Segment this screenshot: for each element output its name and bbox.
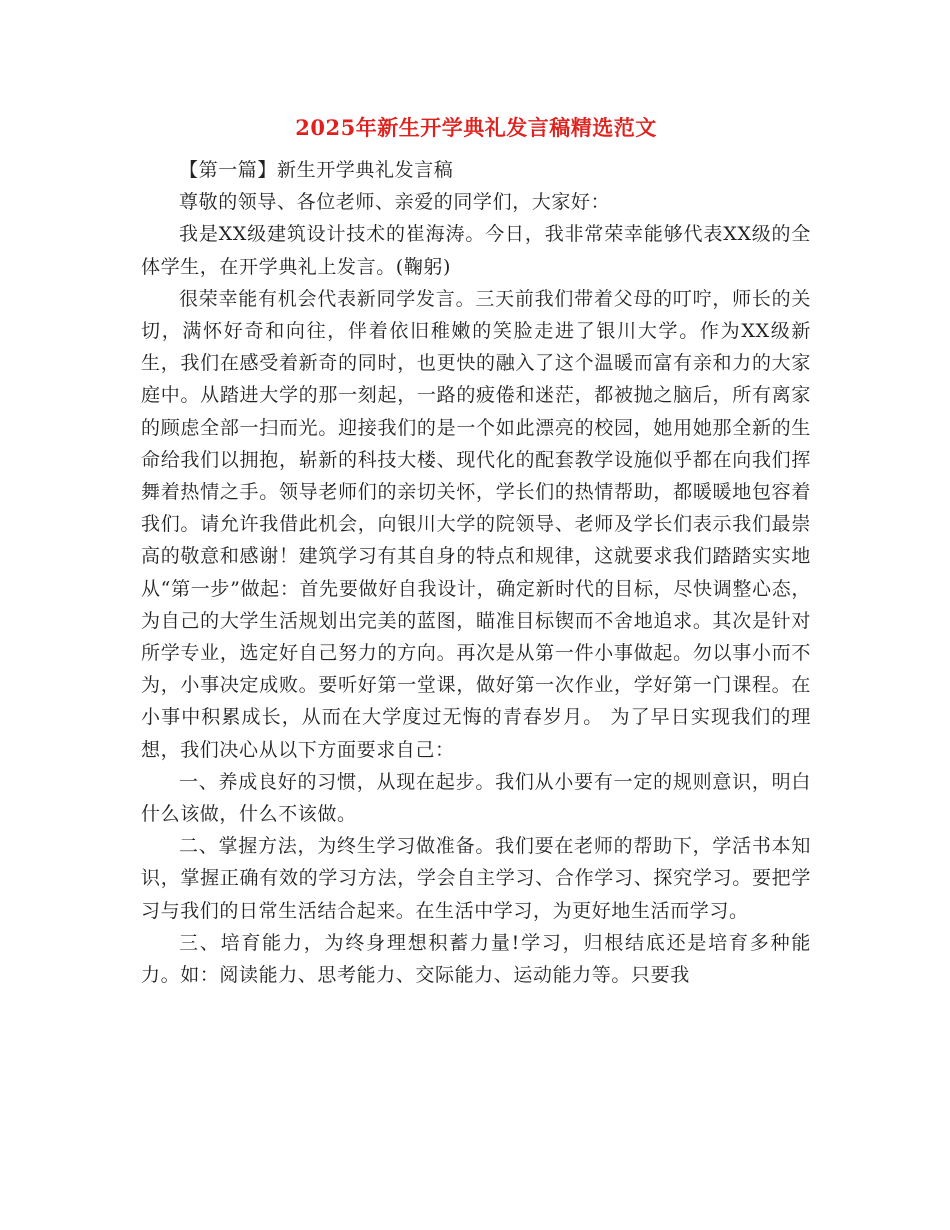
- greeting-paragraph: 尊敬的领导、各位老师、亲爱的同学们，大家好：: [179, 191, 611, 214]
- point-three-paragraph: 三、培育能力，为终身理想积蓄力量!学习，归根结底还是培育多种能力。如：阅读能力、思考能力、交际能力、运动能力等。只要我: [141, 931, 811, 987]
- point-two-paragraph: 二、掌握方法，为终生学习做准备。我们要在老师的帮助下，学活书本知识，掌握正确有效的学习方法，学会自主学习、合作学习、探究学习。要把学习与我们的日常生活结合起来。在生活中学习，为更好地生活而学习。: [141, 835, 811, 922]
- document-page: [141, 108, 811, 991]
- introduction-paragraph: 我是XX级建筑设计技术的崔海涛。今日，我非常荣幸能够代表XX级的全体学生，在开学典礼上发言。(鞠躬): [141, 223, 811, 278]
- point-one-paragraph: 一、养成良好的习惯，从现在起步。我们从小要有一定的规则意识，明白什么该做，什么不该做。: [141, 770, 811, 826]
- document-title: 2025年新生开学典礼发言稿精选范文: [295, 115, 657, 140]
- section-heading: 【第一篇】新生开学典礼发言稿: [179, 159, 454, 181]
- body-paragraph: 很荣幸能有机会代表新同学发言。三天前我们带着父母的叮咛，师长的关切，满怀好奇和向往，伴着依旧稚嫩的笑脸走进了银川大学。作为XX级新生，我们在感受着新奇的同时，也更快的融入了这个温暖而富有亲和力的大家庭中。从踏进大学的那一刻起，一路的疲倦和迷茫，都被抛之脑后，所有离家的顾虑全部一扫而光。迎接我们的是一个如此漂亮的校园，她用她那全新的生命给我们以拥抱，崭新的科技大楼、现代化的配套教学设施似乎都在向我们挥舞着热情之手。领导老师们的亲切关怀，学长们的热情帮助，都暖暖地包容着我们。请允许我借此机会，向银川大学的院领导、老师及学长们表示我们最崇高的敬意和感谢！建筑学习有其自身的特点和规律，这就要求我们踏踏实实地从“第一步”做起：首先要做好自我设计，确定新时代的目标，尽快调整心态，为自己的大学生活规划出完美的蓝图，瞄准目标锲而不舍地追求。其次是针对所学专业，选定好自己努力的方向。再次是从第一件小事做起。勿以事小而不为，小事决定成败。要听好第一堂课，做好第一次作业，学好第一门课程。在小事中积累成长，从而在大学度过无悔的青春岁月。 为了早日实现我们的理想，我们决心从以下方面要求自己：: [141, 287, 811, 761]
